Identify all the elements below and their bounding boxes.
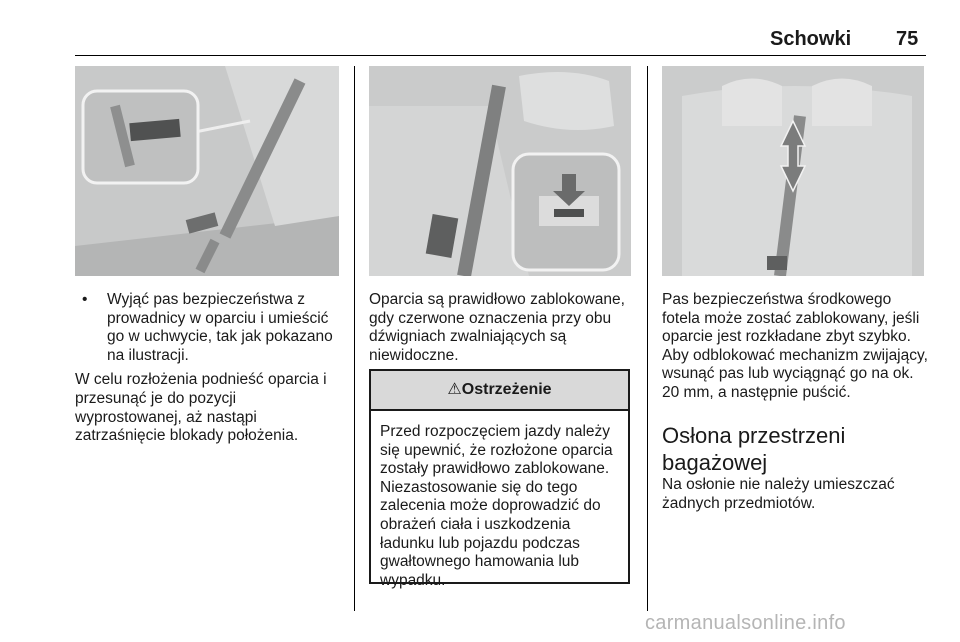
warning-body: Przed rozpoczęciem jazdy należy się upewnić, że rozłożone oparcia zostały prawidłowo zablokowane. Niezastosowanie się do tego zalecenia może doprowadzić do obrażeń ciała i uszkodzenia ładunku lub pojazdu podczas gwałtownego hamowania lub wypadku.: [380, 423, 613, 589]
list-item: [75, 291, 345, 365]
paragraph: W celu rozłożenia podnieść oparcia i przesunąć je do pozycji wyprostowanej, aż nastąpi zatrzaśnięcie blokady położenia.: [75, 371, 327, 445]
page-header: [0, 0, 960, 52]
page-number: 75: [896, 28, 919, 50]
column-divider: [354, 66, 355, 611]
illustration-release-lever: [369, 66, 631, 276]
section-subheading: Osłona przestrzeni bagażowej: [662, 423, 846, 475]
warning-icon: ⚠: [447, 381, 462, 398]
column-2-text: Oparcia są prawidłowo zablokowane, gdy czerwone oznaczenia przy obu dźwigniach zwalniających są niewidoczne.: [369, 291, 625, 364]
warning-box: [369, 369, 630, 589]
section-title: Schowki: [770, 28, 852, 50]
warning-title: Ostrzeżenie: [461, 381, 552, 398]
column-1-text: [75, 291, 345, 446]
illustration-belt-guide: [75, 66, 339, 276]
watermark: carmanualsonline.info: [645, 612, 846, 634]
bullet-icon: •: [82, 291, 88, 308]
paragraph: Na osłonie nie należy umieszczać żadnych przedmiotów.: [662, 476, 895, 512]
column-divider: [647, 66, 648, 611]
header-rule: [75, 55, 926, 56]
column-3-text: Pas bezpieczeństwa środkowego fotela może zostać zablokowany, jeśli oparcie jest rozkładane zbyt szybko. Aby odblokować mechanizm zwijający, wsunąć pas lub wyciągnąć go na ok. 20 mm, a następnie puścić.: [662, 291, 928, 401]
bullet-text: Wyjąć pas bezpieczeństwa z prowadnicy w oparciu i umieścić go w uchwycie, tak jak pokazano na ilustracji.: [107, 291, 333, 364]
illustration-center-belt: [662, 66, 924, 276]
warning-header: [371, 371, 628, 411]
